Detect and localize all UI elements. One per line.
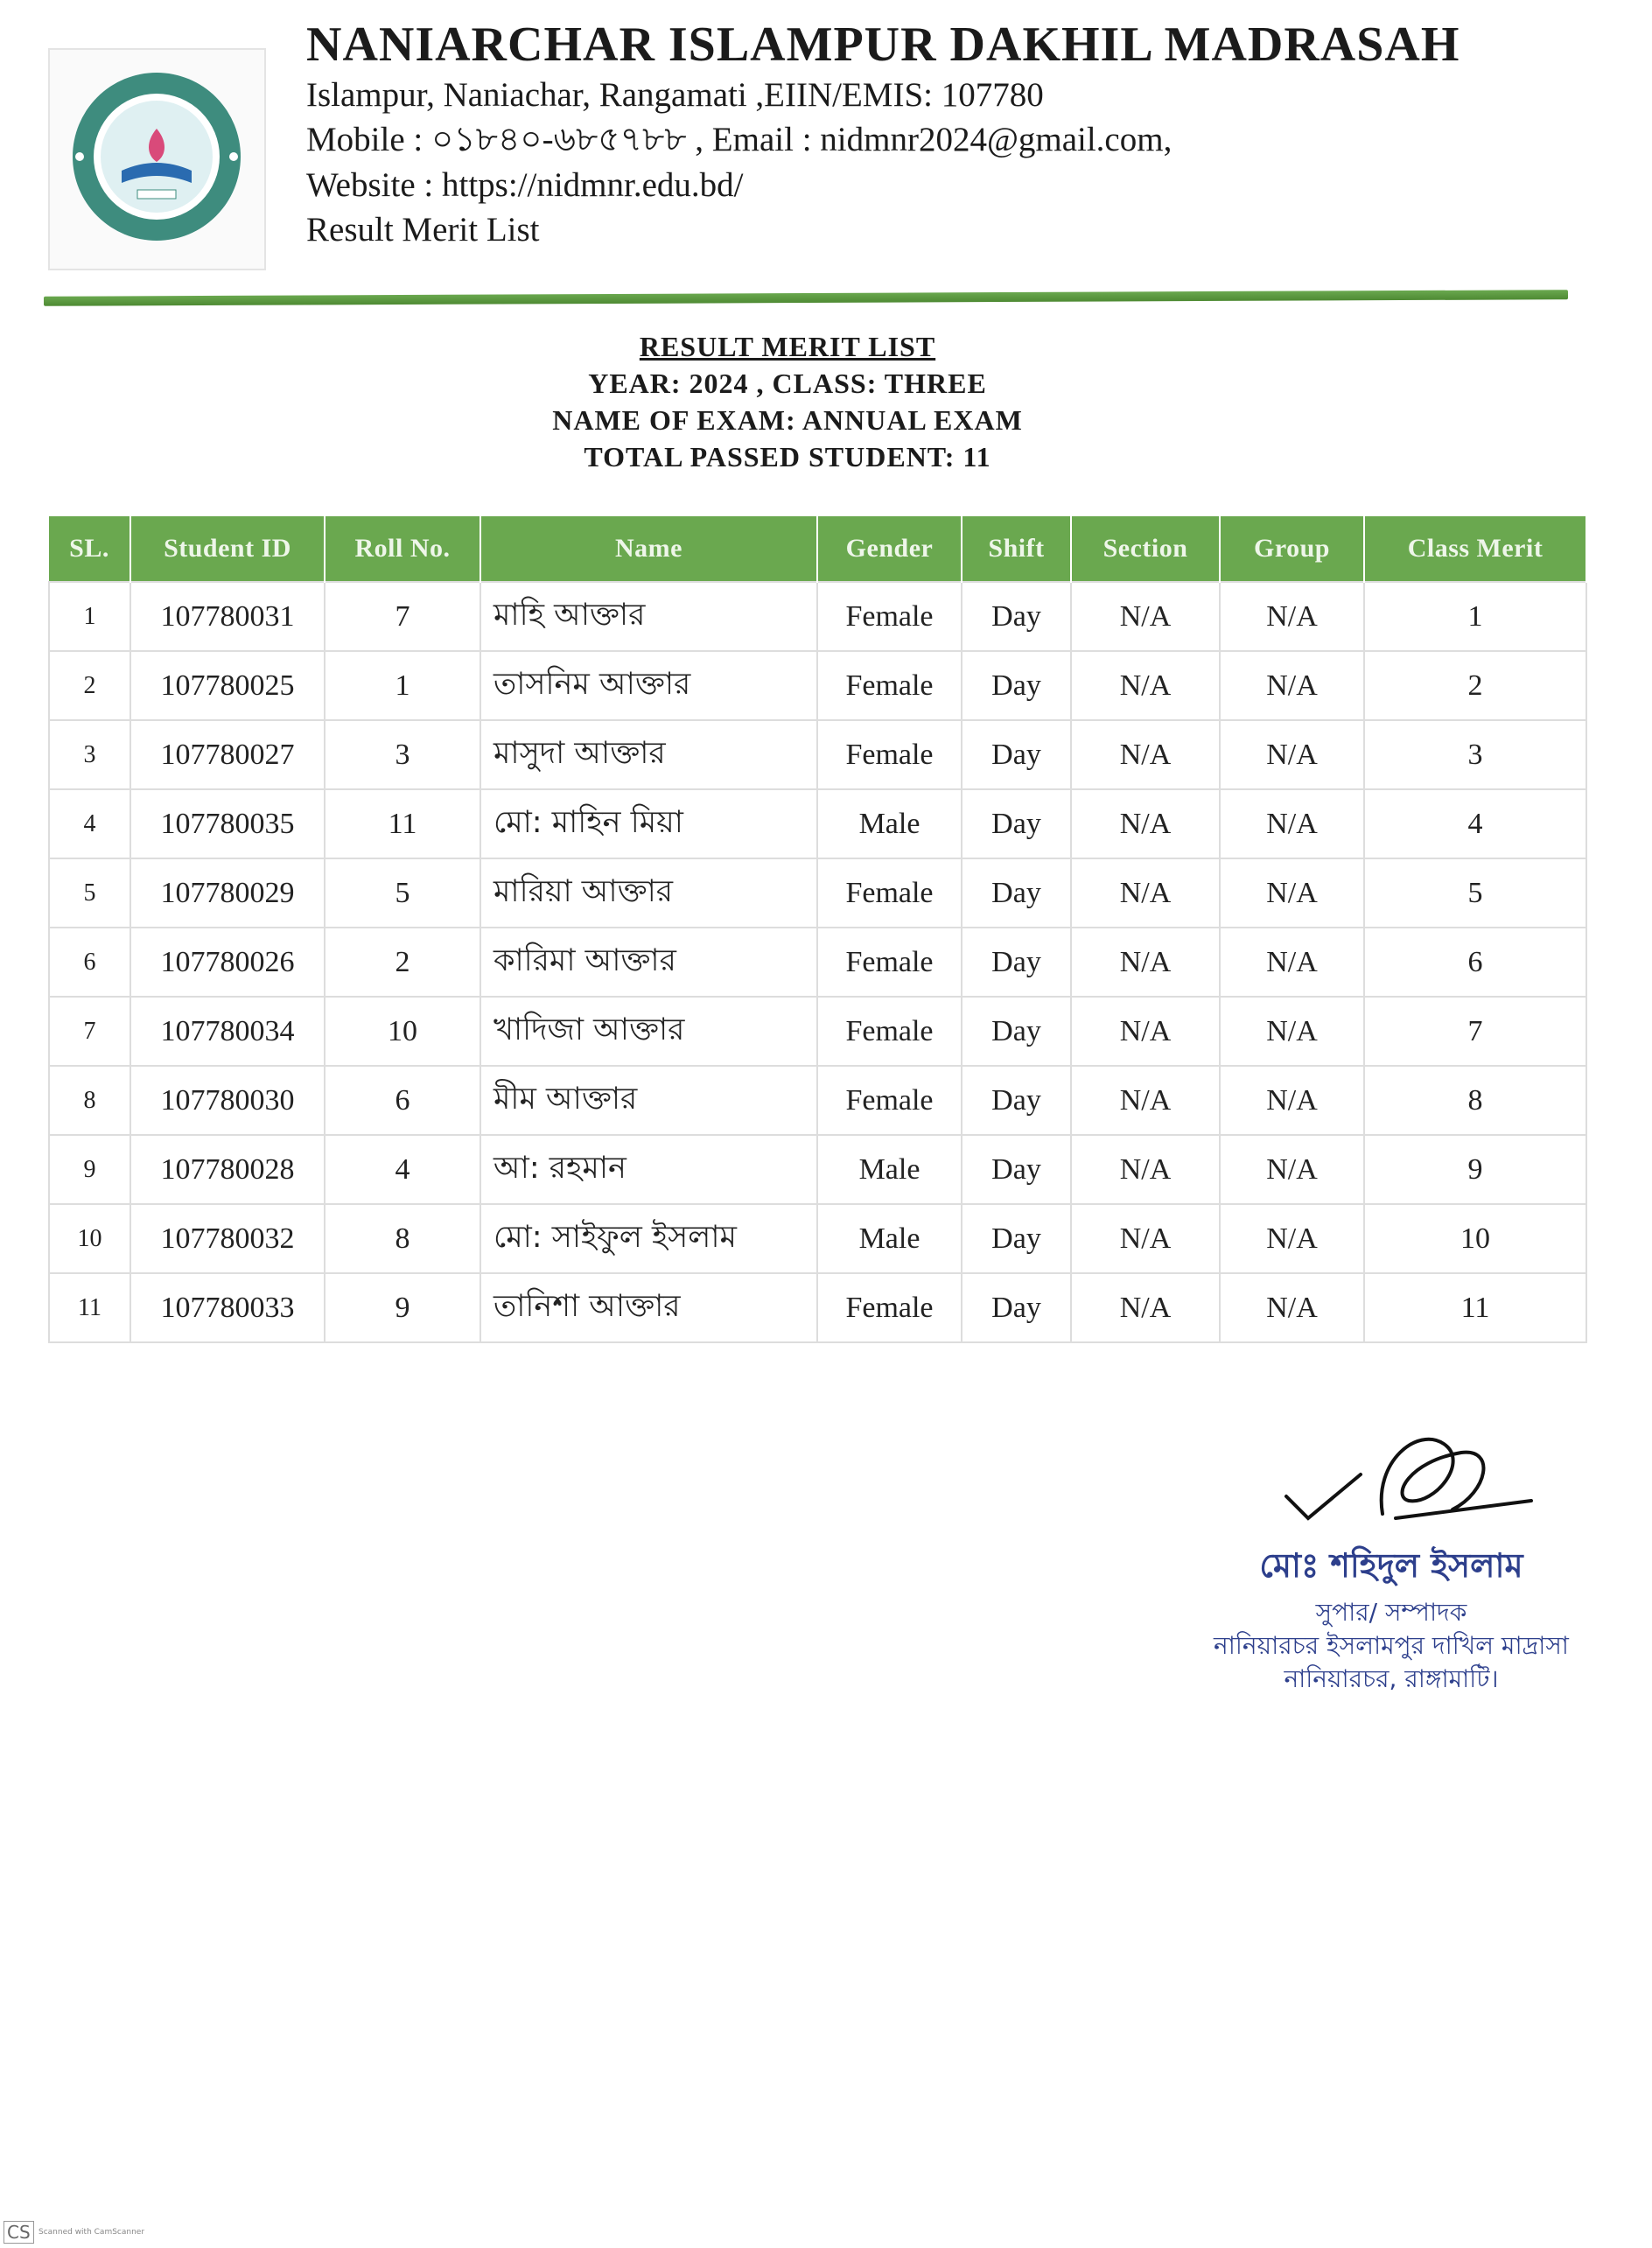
report-heading xyxy=(0,328,1575,475)
cell-sl: 7 xyxy=(49,997,130,1066)
header-divider xyxy=(44,290,1568,306)
cell-roll: 1 xyxy=(325,651,480,720)
cell-shift: Day xyxy=(962,1066,1071,1135)
cell-merit: 5 xyxy=(1364,858,1586,928)
cell-roll: 6 xyxy=(325,1066,480,1135)
document-type: Result Merit List xyxy=(306,211,540,249)
cell-merit: 3 xyxy=(1364,720,1586,789)
cell-sl: 1 xyxy=(49,582,130,651)
cell-section: N/A xyxy=(1071,1066,1220,1135)
official-stamp xyxy=(1199,1540,1584,1696)
cell-merit: 4 xyxy=(1364,789,1586,858)
cell-gender: Female xyxy=(817,928,962,997)
report-exam: NAME OF EXAM: ANNUAL EXAM xyxy=(552,404,1023,436)
cell-group: N/A xyxy=(1220,1066,1364,1135)
cell-merit: 10 xyxy=(1364,1204,1586,1273)
cell-name: খাদিজা আক্তার xyxy=(480,997,817,1066)
cell-name: আ: রহমান xyxy=(480,1135,817,1204)
cell-section: N/A xyxy=(1071,1273,1220,1342)
cell-gender: Male xyxy=(817,1135,962,1204)
cell-section: N/A xyxy=(1071,997,1220,1066)
cell-shift: Day xyxy=(962,858,1071,928)
cell-student-id: 107780030 xyxy=(130,1066,325,1135)
table-row xyxy=(49,858,1586,928)
column-header: Section xyxy=(1071,516,1220,582)
table-row xyxy=(49,1135,1586,1204)
school-logo xyxy=(48,48,266,270)
school-address: Islampur, Naniachar, Rangamati ,EIIN/EMIS: 107780 xyxy=(306,75,1044,114)
cell-group: N/A xyxy=(1220,582,1364,651)
cell-student-id: 107780028 xyxy=(130,1135,325,1204)
scanner-badge: CS xyxy=(4,2221,34,2244)
cell-shift: Day xyxy=(962,720,1071,789)
cell-merit: 1 xyxy=(1364,582,1586,651)
cell-merit: 2 xyxy=(1364,651,1586,720)
cell-shift: Day xyxy=(962,651,1071,720)
table-row xyxy=(49,720,1586,789)
cell-name: তানিশা আক্তার xyxy=(480,1273,817,1342)
cell-shift: Day xyxy=(962,1273,1071,1342)
cell-shift: Day xyxy=(962,789,1071,858)
signatory-institution: নানিয়ারচর ইসলামপুর দাখিল মাদ্রাসা xyxy=(1214,1631,1569,1660)
cell-group: N/A xyxy=(1220,720,1364,789)
cell-sl: 3 xyxy=(49,720,130,789)
cell-roll: 7 xyxy=(325,582,480,651)
column-header: Group xyxy=(1220,516,1364,582)
cell-merit: 7 xyxy=(1364,997,1586,1066)
cell-section: N/A xyxy=(1071,858,1220,928)
cell-group: N/A xyxy=(1220,1204,1364,1273)
cell-sl: 6 xyxy=(49,928,130,997)
cell-sl: 11 xyxy=(49,1273,130,1342)
cell-shift: Day xyxy=(962,997,1071,1066)
cell-sl: 4 xyxy=(49,789,130,858)
cell-student-id: 107780025 xyxy=(130,651,325,720)
cell-roll: 9 xyxy=(325,1273,480,1342)
cell-student-id: 107780034 xyxy=(130,997,325,1066)
school-emblem-icon xyxy=(69,67,244,247)
cell-student-id: 107780032 xyxy=(130,1204,325,1273)
school-contact: Mobile : ০১৮৪০-৬৮৫৭৮৮ , Email : nidmnr2024@gmail.com, xyxy=(306,121,1172,159)
cell-merit: 8 xyxy=(1364,1066,1586,1135)
column-header: Shift xyxy=(962,516,1071,582)
cell-section: N/A xyxy=(1071,1204,1220,1273)
school-name: NANIARCHAR ISLAMPUR DAKHIL MADRASAH xyxy=(306,18,1460,72)
cell-student-id: 107780033 xyxy=(130,1273,325,1342)
cell-section: N/A xyxy=(1071,928,1220,997)
cell-name: মো: মাহিন মিয়া xyxy=(480,789,817,858)
signatory-title: সুপার/ সম্পাদক xyxy=(1315,1598,1467,1627)
cell-roll: 2 xyxy=(325,928,480,997)
cell-name: মারিয়া আক্তার xyxy=(480,858,817,928)
signature-mark xyxy=(1208,1409,1575,1540)
cell-gender: Female xyxy=(817,651,962,720)
cell-gender: Male xyxy=(817,789,962,858)
table-row xyxy=(49,582,1586,651)
cell-student-id: 107780027 xyxy=(130,720,325,789)
report-year-class: YEAR: 2024 , CLASS: THREE xyxy=(588,368,987,399)
cell-section: N/A xyxy=(1071,582,1220,651)
cell-name: মীম আক্তার xyxy=(480,1066,817,1135)
cell-roll: 11 xyxy=(325,789,480,858)
cell-group: N/A xyxy=(1220,928,1364,997)
cell-group: N/A xyxy=(1220,1273,1364,1342)
cell-sl: 10 xyxy=(49,1204,130,1273)
cell-merit: 11 xyxy=(1364,1273,1586,1342)
cell-student-id: 107780031 xyxy=(130,582,325,651)
cell-roll: 5 xyxy=(325,858,480,928)
cell-student-id: 107780035 xyxy=(130,789,325,858)
scanner-label: Scanned with CamScanner xyxy=(38,2228,145,2237)
table-row xyxy=(49,1066,1586,1135)
cell-student-id: 107780029 xyxy=(130,858,325,928)
cell-merit: 9 xyxy=(1364,1135,1586,1204)
letterhead xyxy=(306,18,1460,253)
table-row xyxy=(49,789,1586,858)
cell-gender: Female xyxy=(817,1273,962,1342)
cell-group: N/A xyxy=(1220,997,1364,1066)
cell-merit: 6 xyxy=(1364,928,1586,997)
merit-table xyxy=(48,516,1587,1343)
cell-gender: Female xyxy=(817,582,962,651)
column-header: SL. xyxy=(49,516,130,582)
cell-shift: Day xyxy=(962,928,1071,997)
report-total: TOTAL PASSED STUDENT: 11 xyxy=(584,441,991,473)
cell-shift: Day xyxy=(962,582,1071,651)
cell-sl: 2 xyxy=(49,651,130,720)
cell-section: N/A xyxy=(1071,1135,1220,1204)
cell-section: N/A xyxy=(1071,651,1220,720)
cell-gender: Female xyxy=(817,720,962,789)
table-row xyxy=(49,997,1586,1066)
cell-roll: 8 xyxy=(325,1204,480,1273)
cell-sl: 5 xyxy=(49,858,130,928)
cell-name: মাহি আক্তার xyxy=(480,582,817,651)
table-row xyxy=(49,928,1586,997)
cell-section: N/A xyxy=(1071,789,1220,858)
signatory-name: মোঃ শহিদুল ইসলাম xyxy=(1259,1546,1523,1585)
cell-roll: 4 xyxy=(325,1135,480,1204)
signatory-location: নানিয়ারচর, রাঙ্গামাটি। xyxy=(1284,1664,1499,1693)
column-header: Gender xyxy=(817,516,962,582)
cell-gender: Female xyxy=(817,1066,962,1135)
cell-group: N/A xyxy=(1220,1135,1364,1204)
cell-name: তাসনিম আক্তার xyxy=(480,651,817,720)
cell-group: N/A xyxy=(1220,858,1364,928)
table-row xyxy=(49,651,1586,720)
table-header-row xyxy=(49,516,1586,582)
cell-roll: 3 xyxy=(325,720,480,789)
cell-shift: Day xyxy=(962,1135,1071,1204)
table-row xyxy=(49,1204,1586,1273)
column-header: Name xyxy=(480,516,817,582)
cell-group: N/A xyxy=(1220,651,1364,720)
cell-roll: 10 xyxy=(325,997,480,1066)
cell-sl: 8 xyxy=(49,1066,130,1135)
cell-sl: 9 xyxy=(49,1135,130,1204)
report-title: RESULT MERIT LIST xyxy=(639,331,936,362)
column-header: Class Merit xyxy=(1364,516,1586,582)
school-website: Website : https://nidmnr.edu.bd/ xyxy=(306,165,744,204)
cell-section: N/A xyxy=(1071,720,1220,789)
cell-student-id: 107780026 xyxy=(130,928,325,997)
cell-name: মাসুদা আক্তার xyxy=(480,720,817,789)
column-header: Student ID xyxy=(130,516,325,582)
cell-gender: Male xyxy=(817,1204,962,1273)
column-header: Roll No. xyxy=(325,516,480,582)
cell-group: N/A xyxy=(1220,789,1364,858)
cell-gender: Female xyxy=(817,997,962,1066)
cell-name: মো: সাইফুল ইসলাম xyxy=(480,1204,817,1273)
cell-shift: Day xyxy=(962,1204,1071,1273)
cell-gender: Female xyxy=(817,858,962,928)
table-row xyxy=(49,1273,1586,1342)
cell-name: কারিমা আক্তার xyxy=(480,928,817,997)
